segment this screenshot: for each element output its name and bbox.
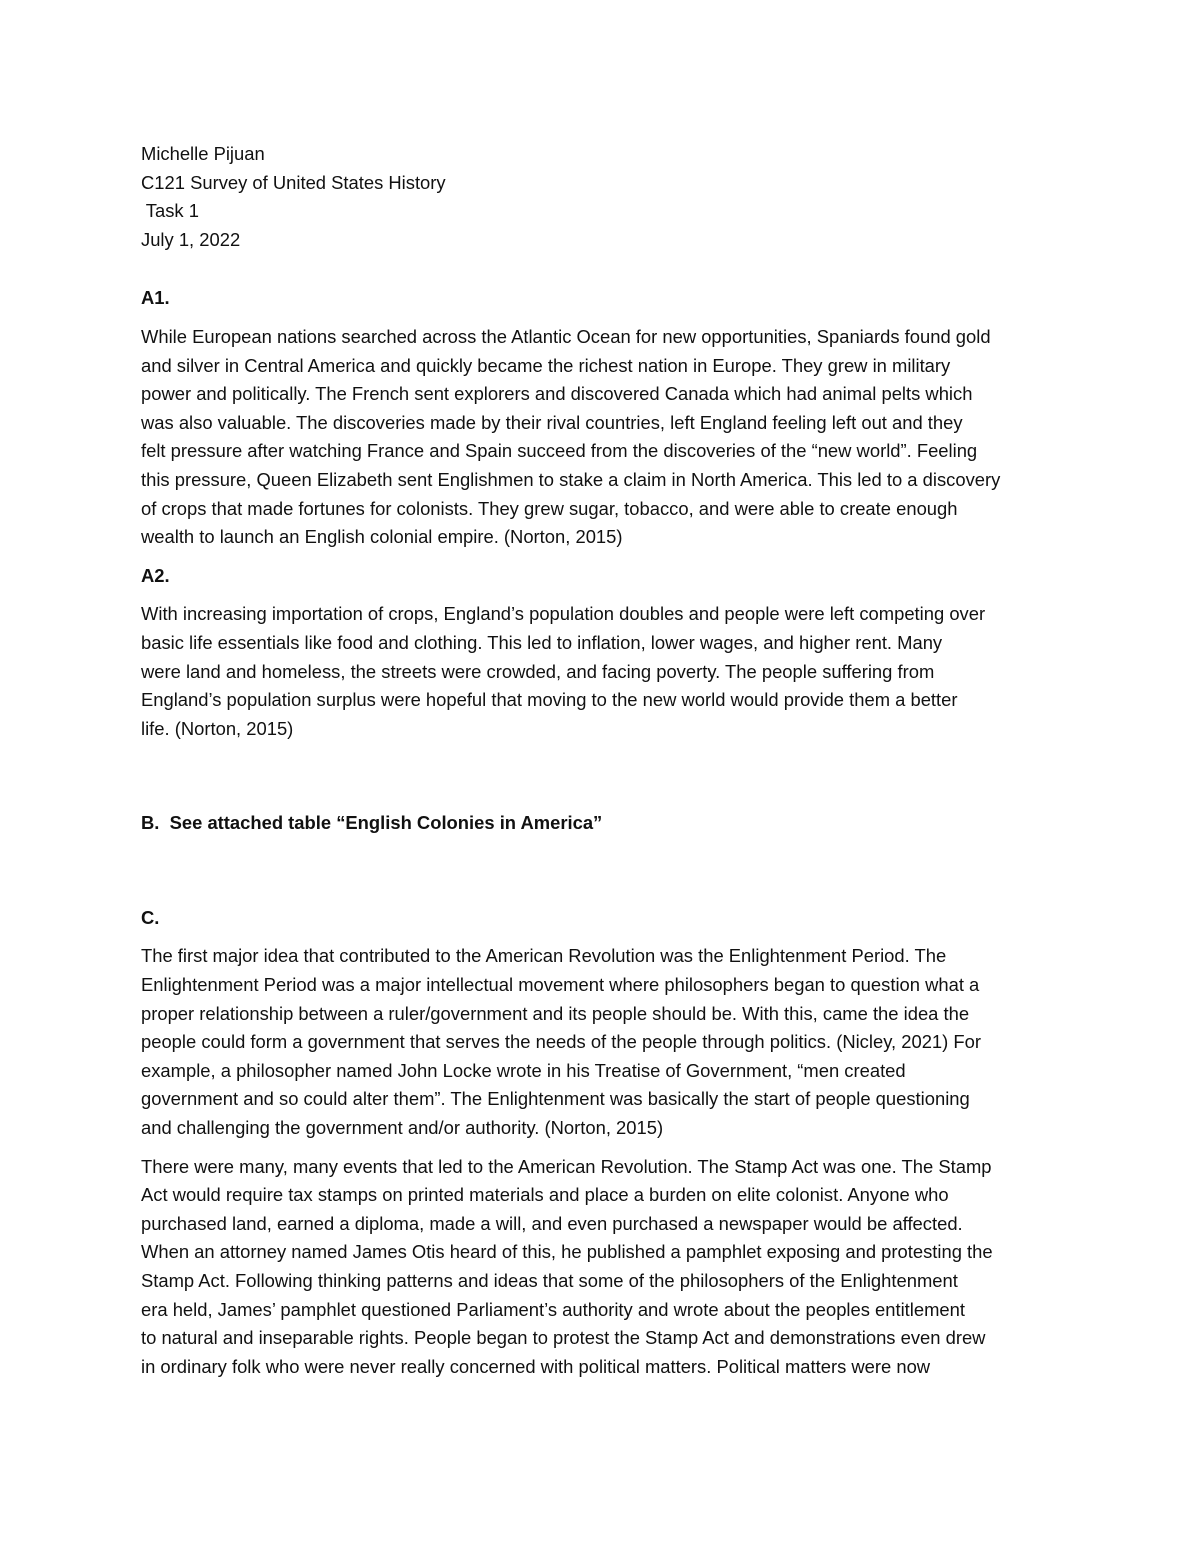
paragraph-line: and silver in Central America and quickly became the richest nation in Europe. They grew in military [141,354,951,376]
document-header [141,140,1061,254]
paragraph-line: Stamp Act. Following thinking patterns and ideas that some of the philosophers of the Enlightenment [141,1270,958,1291]
paragraph-line: to natural and inseparable rights. People began to protest the Stamp Act and demonstrations even drew [141,1327,986,1349]
paragraph-line: basic life essentials like food and clothing. This led to inflation, lower wages, and higher rent. Many [141,631,943,653]
paragraph-line: Enlightenment Period was a major intellectual movement where philosophers began to question what a [141,974,980,996]
paragraph-line: proper relationship between a ruler/government and its people should be. With this, came the idea the [141,1002,970,1024]
paragraph-line: purchased land, earned a diploma, made a will, and even purchased a newspaper would be affected. [141,1212,963,1234]
document-date: July 1, 2022 [141,228,241,250]
paragraph-line: was also valuable. The discoveries made by their rival countries, left England feeling left out and they [141,411,963,433]
section-c-heading: C. [141,906,160,928]
section-c-paragraph-2 [141,1153,1061,1382]
paragraph-line: government and so could alter them”. The Enlightenment was basically the start of people questioning [141,1088,970,1110]
paragraph-line: While European nations searched across the Atlantic Ocean for new opportunities, Spaniards found gold [141,325,991,347]
paragraph-line: in ordinary folk who were never really concerned with political matters. Political matters were now [141,1355,931,1377]
section-a1-paragraph [141,323,1061,552]
paragraph-line: There were many, many events that led to the American Revolution. The Stamp Act was one. The Stamp [141,1155,992,1177]
paragraph-line: example, a philosopher named John Locke wrote in his Treatise of Government, “men created [141,1059,906,1081]
paragraph-line: of crops that made fortunes for colonists. They grew sugar, tobacco, and were able to create enough [141,497,958,519]
paragraph-line: were land and homeless, the streets were crowded, and facing poverty. The people suffering from [141,660,935,682]
paragraph-line: England’s population surplus were hopeful that moving to the new world would provide them a better [141,689,958,711]
course-title: C121 Survey of United States History [141,171,446,193]
paragraph-line: felt pressure after watching France and Spain succeed from the discoveries of the “new world”. Feeling [141,440,978,462]
section-c-paragraph-1 [141,942,1061,1142]
section-a2-heading: A2. [141,564,170,586]
paragraph-line: When an attorney named James Otis heard of this, he published a pamphlet exposing and protesting the [141,1241,993,1263]
paragraph-line: people could form a government that serves the needs of the people through politics. (Nicley, 2021) For [141,1031,981,1053]
paragraph-line: era held, James’ pamphlet questioned Parliament’s authority and wrote about the peoples entitlement [141,1298,965,1320]
section-b-heading: B. See attached table “English Colonies in America” [141,812,603,834]
paragraph-line: With increasing importation of crops, England’s population doubles and people were left competing over [141,603,986,625]
paragraph-line: this pressure, Queen Elizabeth sent Englishmen to stake a claim in North America. This led to a discovery [141,468,1001,490]
section-a2-paragraph [141,600,1061,743]
paragraph-line: wealth to launch an English colonial empire. (Norton, 2015) [141,526,623,548]
paragraph-line: Act would require tax stamps on printed materials and place a burden on elite colonist. Anyone who [141,1184,949,1206]
paragraph-line: power and politically. The French sent explorers and discovered Canada which had animal pelts which [141,383,973,405]
paragraph-line: life. (Norton, 2015) [141,717,294,739]
document-page [141,140,1061,1381]
section-a1-heading: A1. [141,287,170,309]
task-label: Task 1 [141,200,199,222]
author-name: Michelle Pijuan [141,143,265,164]
paragraph-line: and challenging the government and/or authority. (Norton, 2015) [141,1117,664,1139]
paragraph-line: The first major idea that contributed to the American Revolution was the Enlightenment Period. The [141,945,947,967]
